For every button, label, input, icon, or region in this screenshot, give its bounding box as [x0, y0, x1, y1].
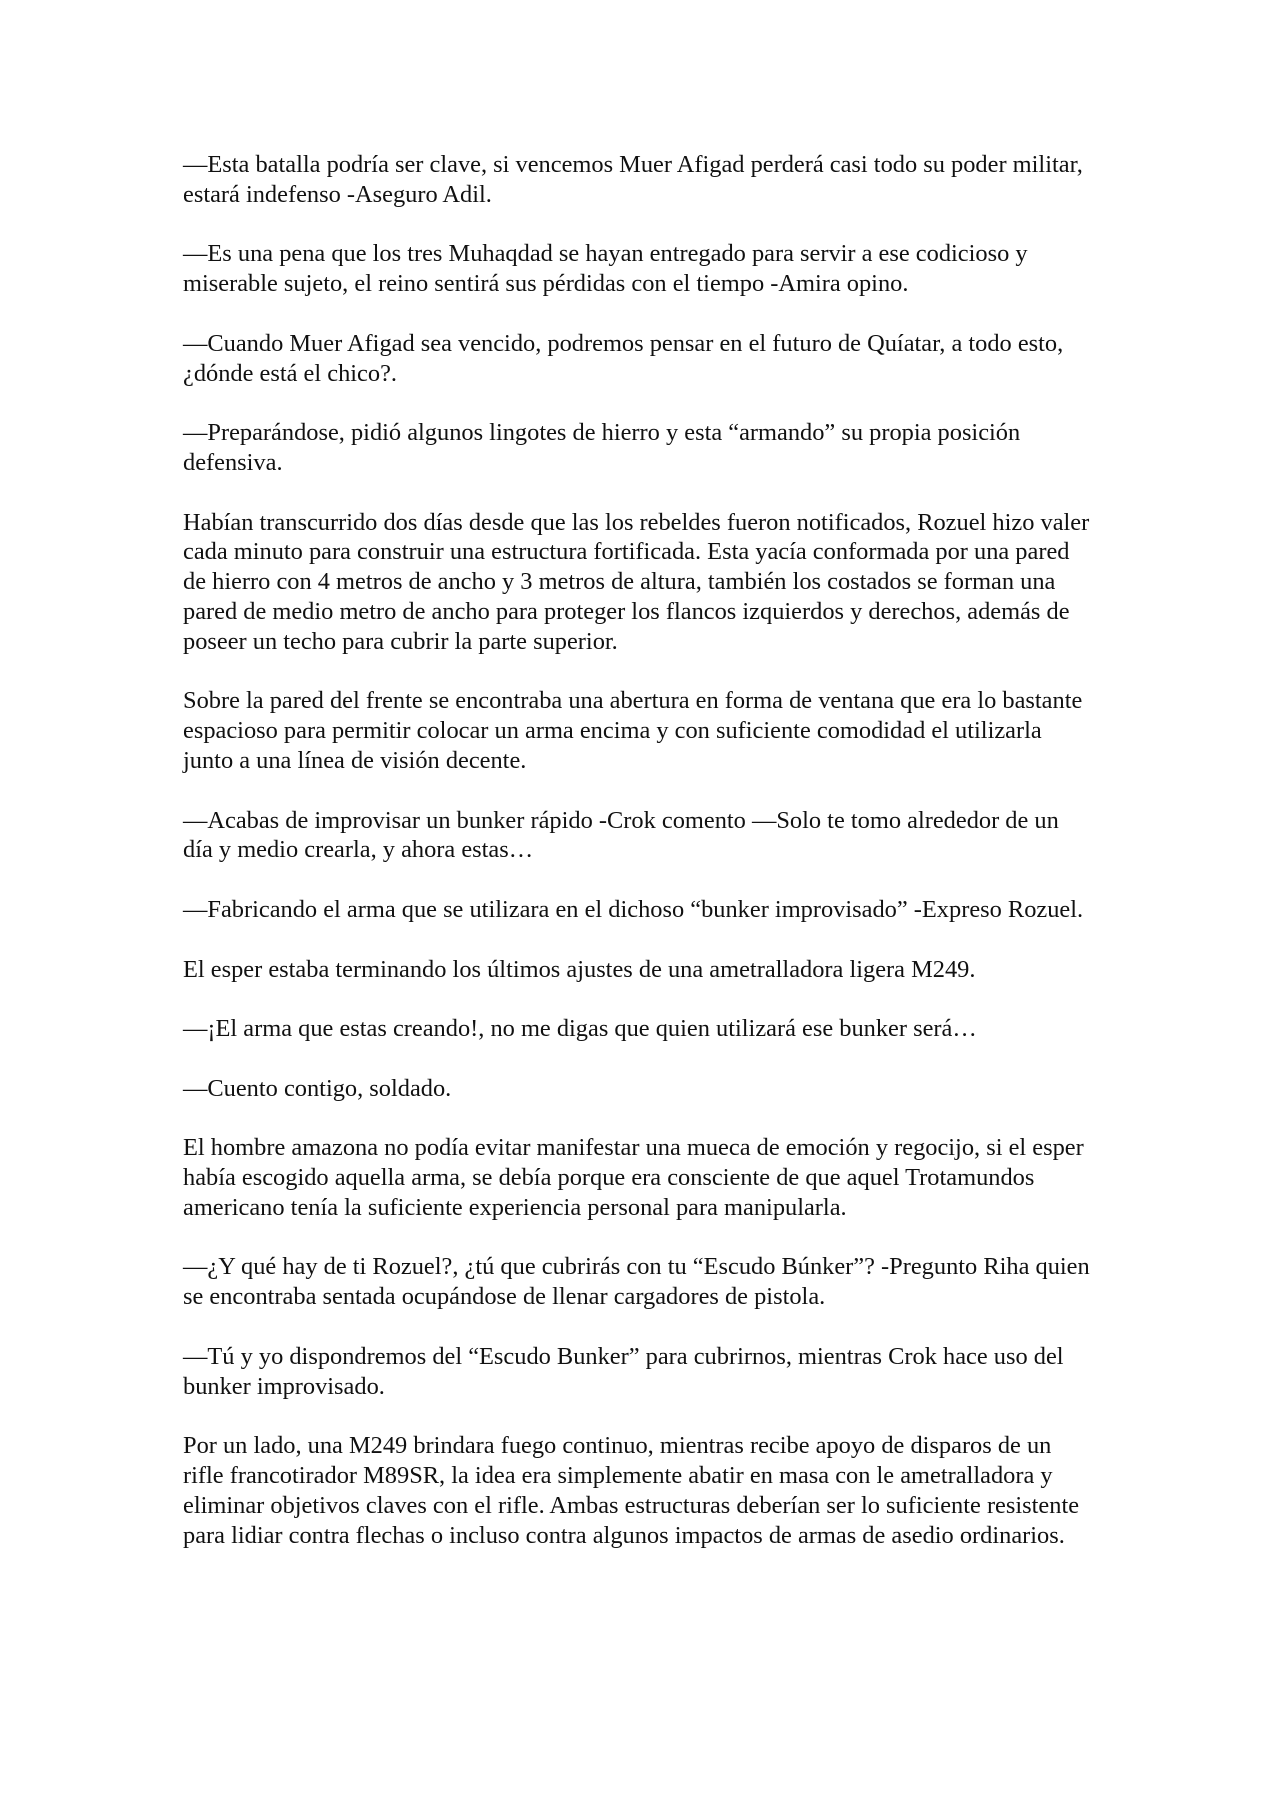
- paragraph: —¡El arma que estas creando!, no me digas que quien utilizará ese bunker será…: [183, 1015, 977, 1043]
- paragraph: Habían transcurrido dos días desde que las los rebeldes fueron notificados, Rozuel hizo valer cada minuto para construir una estructura fortificada. Esta yacía conformada por una pared de hierro con 4 metros de ancho y 3 metros de altura, también los costados se forman una pared de medio metro de ancho para proteger los flancos izquierdos y derechos, además de poseer un techo para cubrir la parte superior.: [183, 508, 1090, 655]
- document-page: [183, 150, 1093, 1580]
- paragraph: —Tú y yo dispondremos del “Escudo Bunker” para cubrirnos, mientras Crok hace uso del bunker improvisado.: [183, 1342, 1064, 1400]
- paragraph: Por un lado, una M249 brindara fuego continuo, mientras recibe apoyo de disparos de un rifle francotirador M89SR, la idea era simplemente abatir en masa con le ametralladora y eliminar objetivos claves con el rifle. Ambas estructuras deberían ser lo suficiente resistente para lidiar contra flechas o incluso contra algunos impactos de armas de asedio ordinarios.: [183, 1432, 1080, 1549]
- paragraph: —Es una pena que los tres Muhaqdad se hayan entregado para servir a ese codicioso y miserable sujeto, el reino sentirá sus pérdidas con el tiempo -Amira opino.: [183, 240, 1028, 298]
- paragraph: El esper estaba terminando los últimos ajustes de una ametralladora ligera M249.: [183, 955, 976, 983]
- paragraph: El hombre amazona no podía evitar manifestar una mueca de emoción y regocijo, si el esper había escogido aquella arma, se debía porque era consciente de que aquel Trotamundos americano tenía la suficiente experiencia personal para manipularla.: [183, 1134, 1084, 1221]
- paragraph: —Cuando Muer Afigad sea vencido, podremos pensar en el futuro de Quíatar, a todo esto, ¿dónde está el chico?.: [183, 329, 1064, 387]
- paragraph: Sobre la pared del frente se encontraba una abertura en forma de ventana que era lo bastante espacioso para permitir colocar un arma encima y con suficiente comodidad el utilizarla junto a una línea de visión decente.: [183, 687, 1083, 774]
- paragraph: —¿Y qué hay de ti Rozuel?, ¿tú que cubrirás con tu “Escudo Búnker”? -Pregunto Riha quien se encontraba sentada ocupándose de llenar cargadores de pistola.: [183, 1253, 1090, 1311]
- paragraph: —Fabricando el arma que se utilizara en el dichoso “bunker improvisado” -Expreso Rozuel.: [183, 895, 1084, 923]
- paragraph: —Esta batalla podría ser clave, si vencemos Muer Afigad perderá casi todo su poder militar, estará indefenso -Aseguro Adil.: [183, 151, 1083, 208]
- paragraph: —Acabas de improvisar un bunker rápido -Crok comento —Solo te tomo alrededor de un día y medio crearla, y ahora estas…: [183, 806, 1059, 864]
- paragraph: —Cuento contigo, soldado.: [183, 1074, 452, 1102]
- paragraph: —Preparándose, pidió algunos lingotes de hierro y esta “armando” su propia posición defensiva.: [183, 419, 1021, 476]
